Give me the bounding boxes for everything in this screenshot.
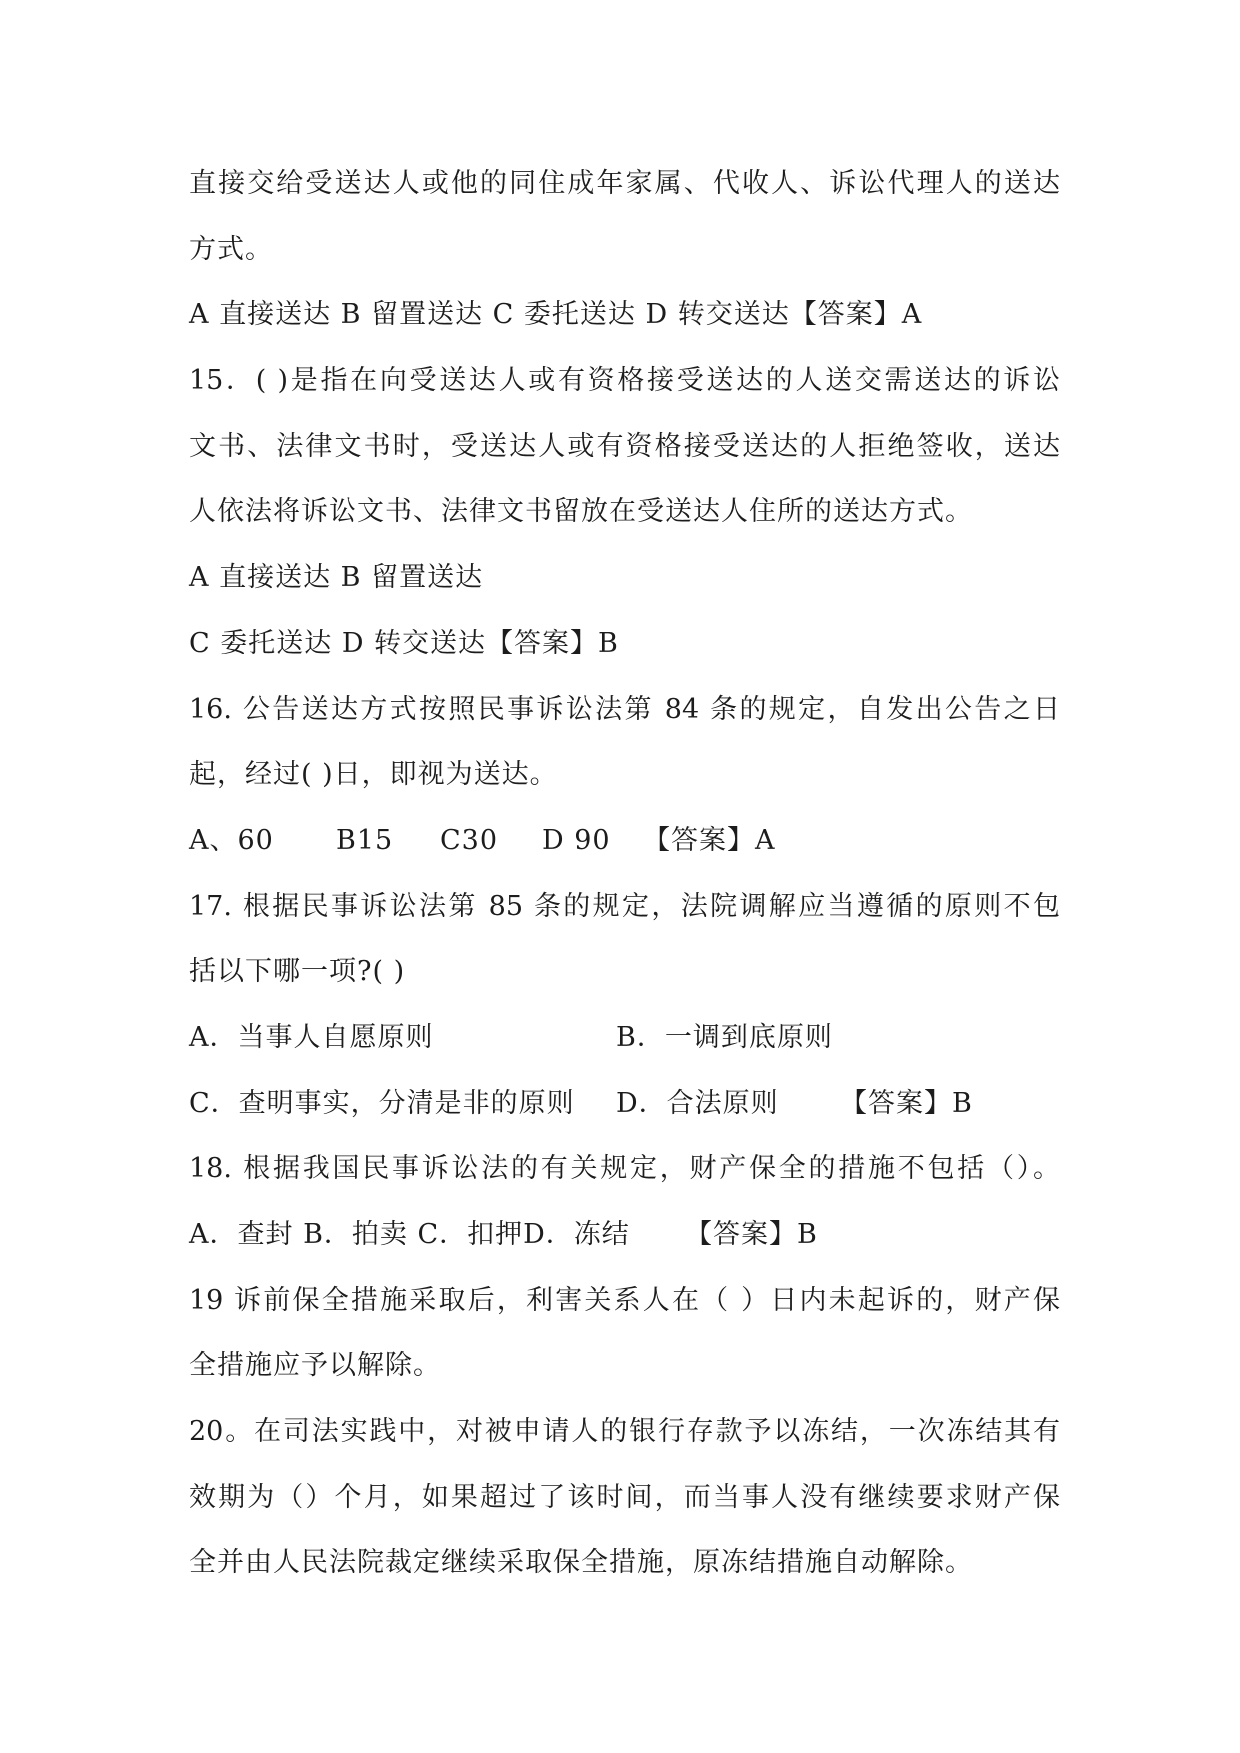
q20-stem-line: 20。在司法实践中，对被申请人的银行存款予以冻结，一次冻结其有 <box>189 1416 1060 1448</box>
q17-option-c: C．查明事实，分清是非的原则 <box>189 1087 575 1119</box>
q17-stem-line: 括以下哪一项?( ) <box>189 956 406 988</box>
q18-options: A．查封 B．拍卖 C．扣押D．冻结 <box>189 1219 630 1250</box>
q17-option-b: B．一调到底原则 <box>616 1021 833 1053</box>
q16-stem-line: 16. 公告送达方式按照民事诉讼法第 84 条的规定，自发出公告之日 <box>189 693 1060 725</box>
q15-stem-line: 15．( )是指在向受送达人或有资格接受送达的人送交需送达的诉讼 <box>189 365 1060 397</box>
q17-options-row <box>189 1071 1060 1137</box>
document-body <box>189 151 1060 1596</box>
q17-option-d: D．合法原则 <box>616 1087 779 1119</box>
q16-answer: 【答案】A <box>643 824 776 856</box>
q17-option-a: A．当事人自愿原则 <box>189 1021 434 1053</box>
q15-options-line: A 直接送达 B 留置送达 <box>189 562 484 594</box>
q16-stem-line: 起，经过( )日，即视为送达。 <box>189 759 558 791</box>
q19-stem-line: 19 诉前保全措施采取后，利害关系人在（ ）日内未起诉的，财产保 <box>189 1284 1060 1316</box>
q18-options-row <box>189 1202 1060 1268</box>
q17-stem-line: 17. 根据民事诉讼法第 85 条的规定，法院调解应当遵循的原则不包 <box>189 890 1060 922</box>
q16-options-row <box>189 808 1060 874</box>
q14-stem-line: 方式。 <box>189 233 273 265</box>
q17-options-row <box>189 1005 1060 1071</box>
q20-stem-line: 全并由人民法院裁定继续采取保全措施，原冻结措施自动解除。 <box>189 1547 973 1579</box>
q16-option-c: C30 <box>440 824 499 856</box>
q18-stem-line: 18. 根据我国民事诉讼法的有关规定，财产保全的措施不包括（）。 <box>189 1153 1060 1185</box>
q16-option-b: B15 <box>336 824 394 856</box>
q17-answer: 【答案】B <box>840 1087 973 1119</box>
q16-option-d: D 90 <box>542 824 611 856</box>
q19-stem-line: 全措施应予以解除。 <box>189 1350 441 1382</box>
q14-options-answer: A 直接送达 B 留置送达 C 委托送达 D 转交送达【答案】A <box>189 299 923 331</box>
q16-option-a: A、60 <box>189 824 274 856</box>
q14-stem-line: 直接交给受送达人或他的同住成年家属、代收人、诉讼代理人的送达 <box>189 168 1060 199</box>
q15-options-answer: C 委托送达 D 转交送达【答案】B <box>189 627 619 659</box>
q15-stem-line: 人依法将诉讼文书、法律文书留放在受送达人住所的送达方式。 <box>189 496 973 528</box>
q18-answer: 【答案】B <box>685 1219 818 1250</box>
q20-stem-line: 效期为（）个月，如果超过了该时间，而当事人没有继续要求财产保 <box>189 1481 1060 1513</box>
q15-stem-line: 文书、法律文书时，受送达人或有资格接受送达的人拒绝签收，送达 <box>189 430 1060 462</box>
